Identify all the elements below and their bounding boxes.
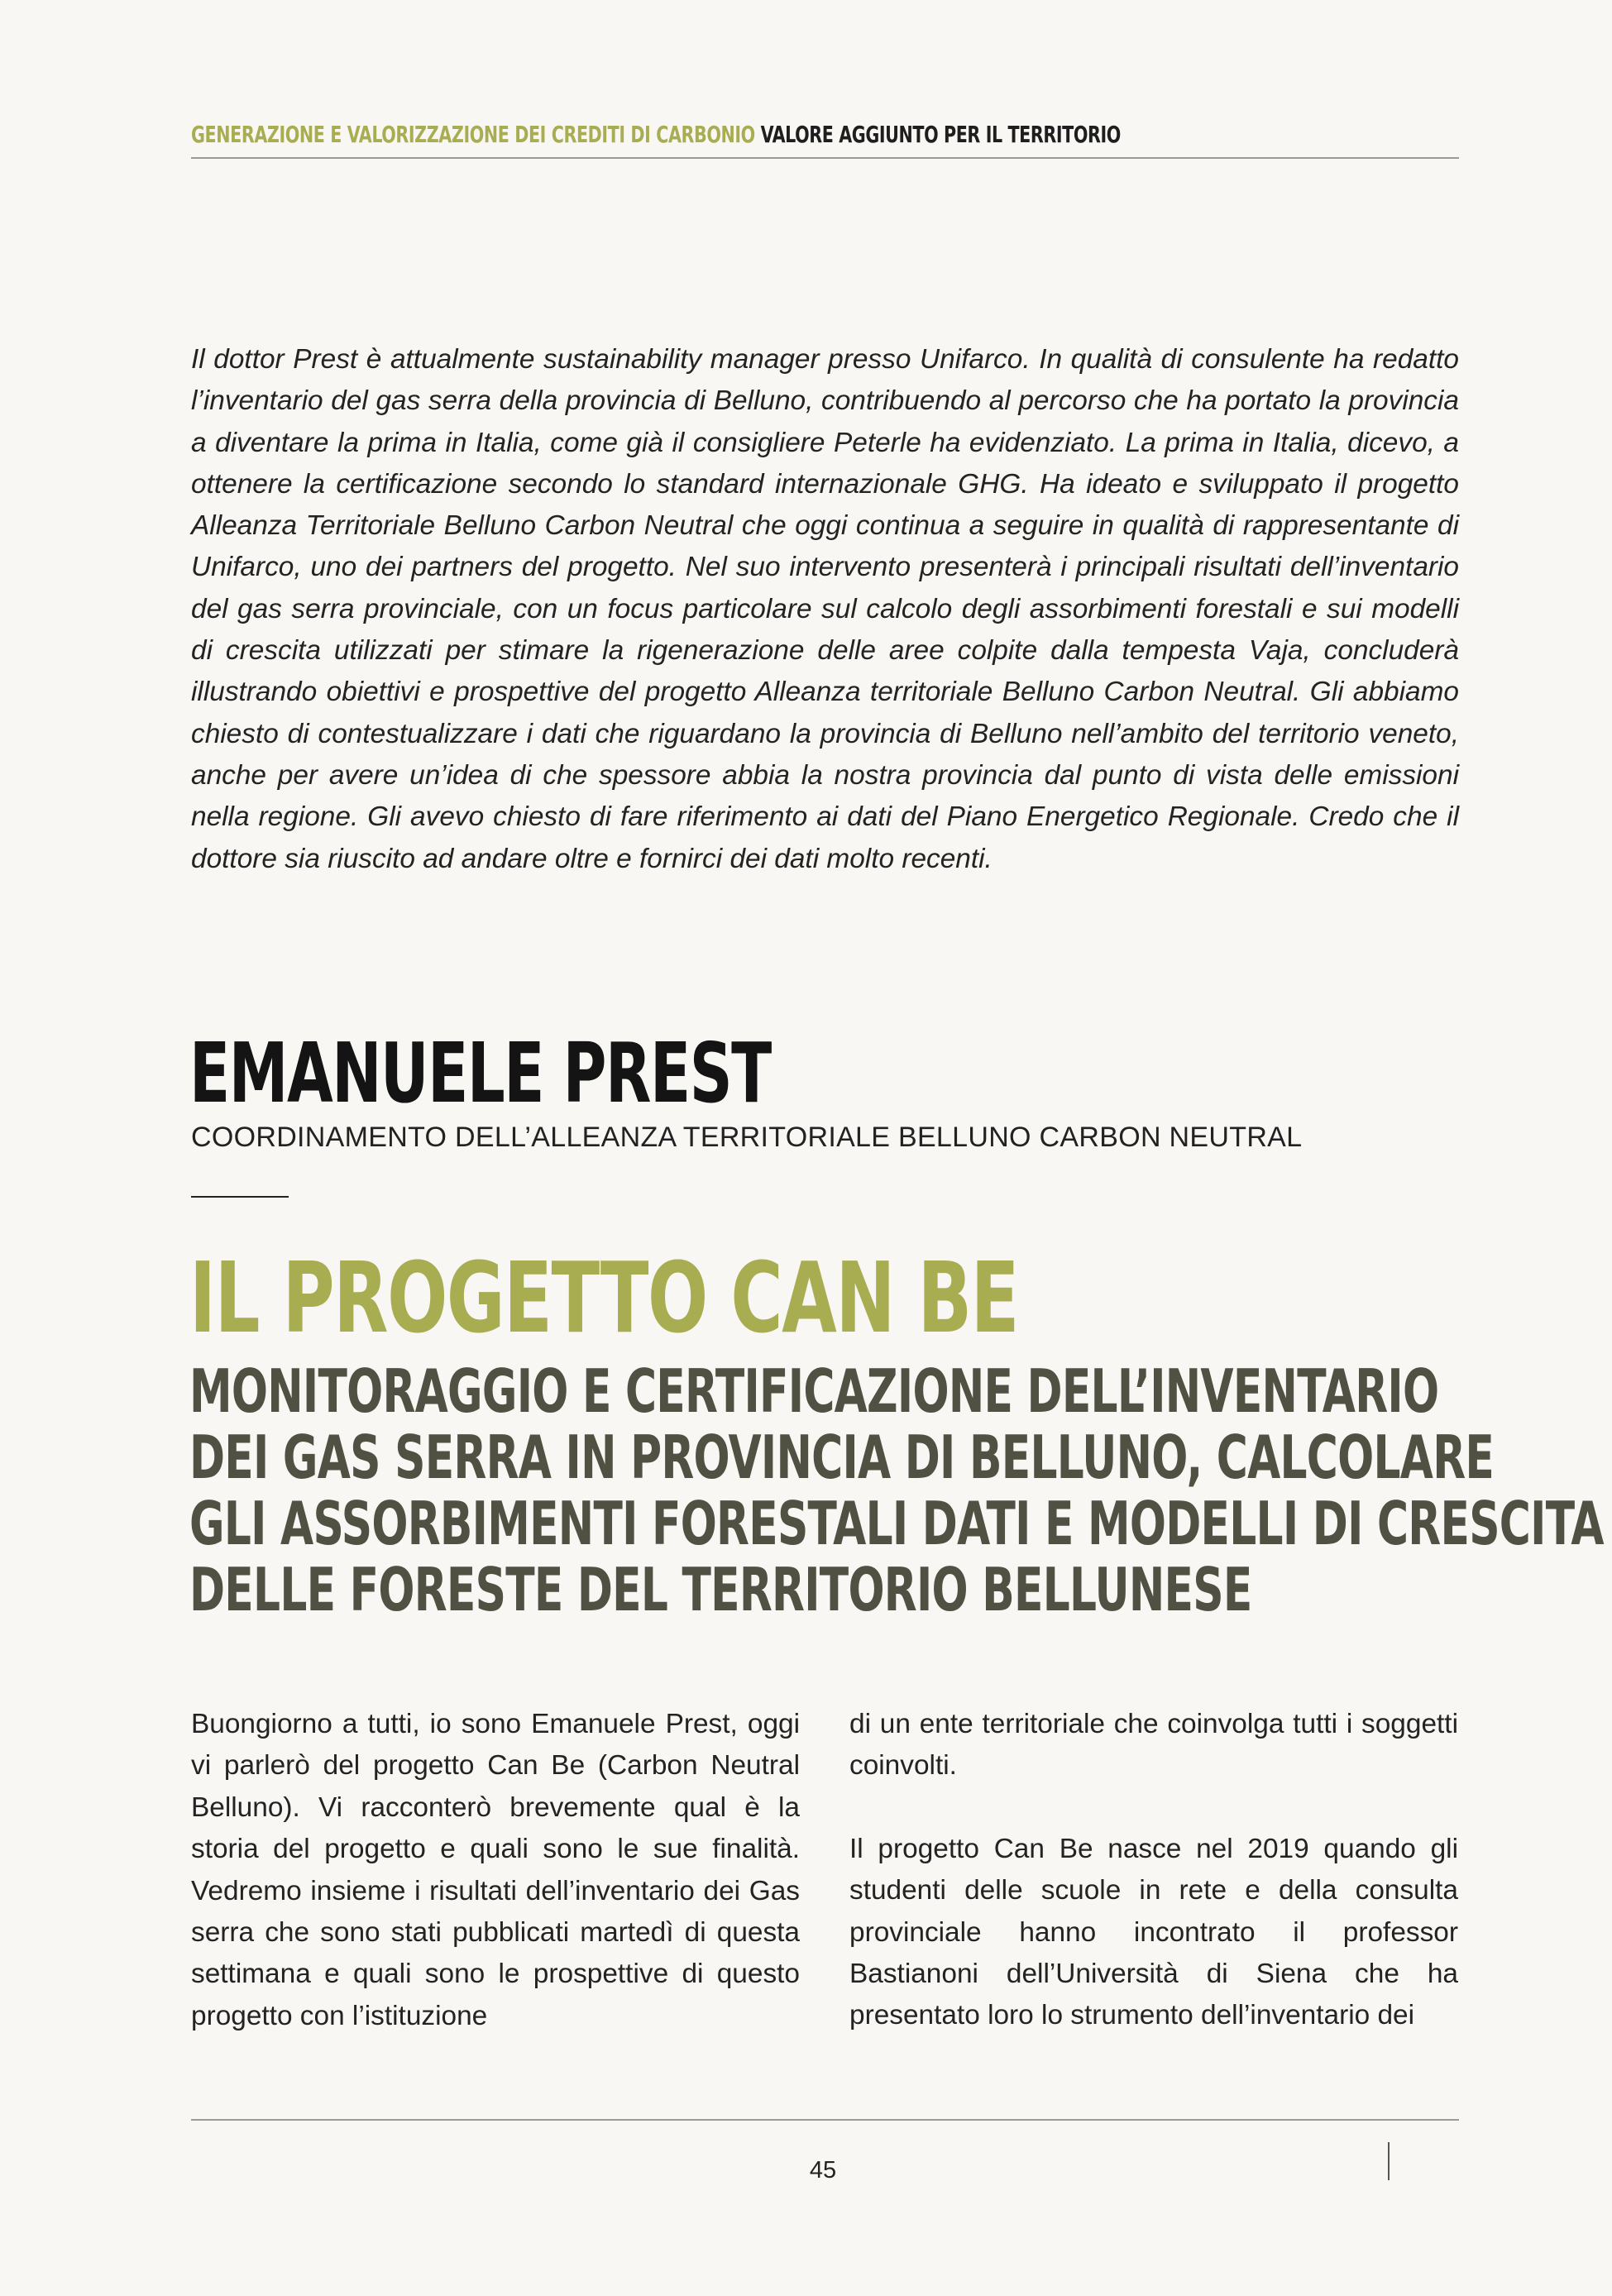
- body-paragraph: Il progetto Can Be nasce nel 2019 quando gli studenti delle scuole in rete e della consulta provinciale hanno incontrato il professor Bastianoni dell’Università di Siena che ha presentato loro lo strumento dell’inventario dei: [849, 1833, 1458, 2031]
- body-paragraph: Buongiorno a tutti, io sono Emanuele Prest, oggi vi parlerò del progetto Can Be (Carbon Neutral Belluno). Vi racconterò brevemente qual è la storia del progetto e quali sono le sue finalità. Vedremo insieme i risultati dell’inventario dei Gas serra che sono stati pubblicati martedì di questa settimana e quali sono le prospettive di questo progetto con l’istituzione: [191, 1709, 800, 2031]
- talk-subtitle-line: DELLE FORESTE DEL TERRITORIO BELLUNESE: [189, 1555, 1252, 1624]
- intro-paragraph: Il dottor Prest è attualmente sustainability manager presso Unifarco. In qualità di consulente ha redatto l’inventario del gas serra della provincia di Belluno, contribuendo al percorso che ha portato la provincia a diventare la prima in Italia, come già il consigliere Peterle ha evidenziato. La prima in Italia, dicevo, a ottenere la certificazione secondo lo standard internazionale GHG. Ha ideato e sviluppato il progetto Alleanza Territoriale Belluno Carbon Neutral che oggi continua a seguire in qualità di rappresentante di Unifarco, uno dei partners del progetto. Nel suo intervento presenterà i principali risultati dell’inventario del gas serra provinciale, con un focus particolare sul calcolo degli assorbimenti forestali e sui modelli di crescita utilizzati per stimare la rigenerazione delle aree colpite dalla tempesta Vaja, concluderà illustrando obiettivi e prospettive del progetto Alleanza territoriale Belluno Carbon Neutral. Gli abbiamo chiesto di contestualizzare i dati che riguardano la provincia di Belluno nell’ambito del territorio veneto, anche per avere un’idea di che spessore abbia la nostra provincia dal punto di vista delle emissioni nella regione. Gli avevo chiesto di fare riferimento ai dati del Piano Energetico Regionale. Credo che il dottore sia riuscito ad andare oltre e fornirci dei dati molto recenti.: [191, 344, 1459, 874]
- header-divider: [191, 157, 1459, 159]
- speaker-name: EMANUELE PREST: [189, 1025, 771, 1122]
- body-column-left: [191, 1704, 800, 2037]
- speaker-role: COORDINAMENTO DELL’ALLEANZA TERRITORIALE BELLUNO CARBON NEUTRAL: [191, 1122, 1303, 1153]
- running-header: [191, 121, 1231, 148]
- footer-marker: [1388, 2142, 1390, 2180]
- talk-subtitle-line: GLI ASSORBIMENTI FORESTALI DATI E MODELLI DI CRESCITA: [189, 1489, 1604, 1558]
- talk-subtitle-line: DEI GAS SERRA IN PROVINCIA DI BELLUNO, CALCOLARE: [189, 1423, 1495, 1492]
- body-paragraph: di un ente territoriale che coinvolga tutti i soggetti coinvolti.: [849, 1709, 1458, 1782]
- body-column-right: [849, 1704, 1458, 2037]
- section-divider: [191, 1196, 289, 1198]
- talk-subtitle: [189, 1358, 1604, 1623]
- page-number: 45: [809, 2157, 837, 2184]
- footer-divider: [191, 2119, 1459, 2121]
- header-subtitle: VALORE AGGIUNTO PER IL TERRITORIO: [760, 121, 1121, 148]
- talk-title: IL PROGETTO CAN BE: [189, 1241, 1019, 1355]
- talk-subtitle-line: MONITORAGGIO E CERTIFICAZIONE DELL’INVENTARIO: [189, 1356, 1439, 1426]
- header-section-title: GENERAZIONE E VALORIZZAZIONE DEI CREDITI DI CARBONIO: [191, 121, 755, 148]
